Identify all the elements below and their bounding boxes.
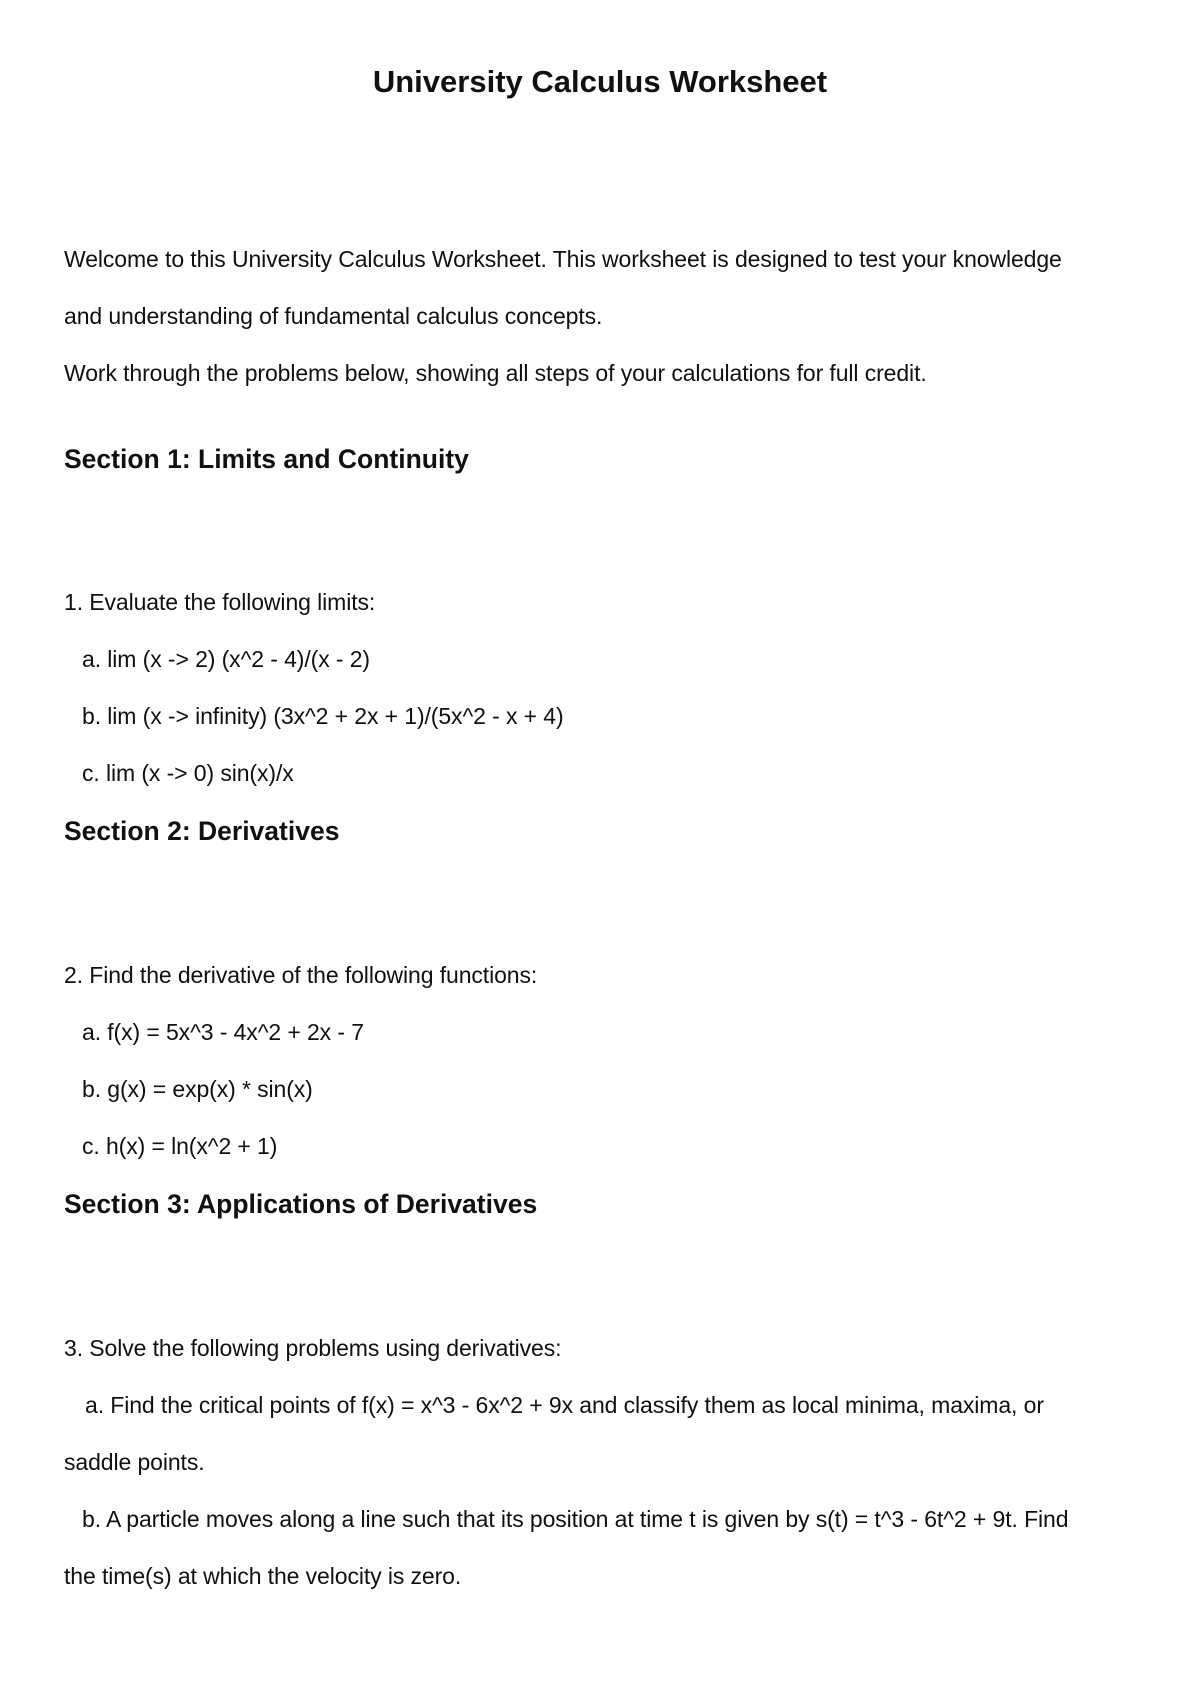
problem-3b-line-2: the time(s) at which the velocity is zero. <box>64 1563 462 1589</box>
page-title: University Calculus Worksheet <box>372 64 828 99</box>
problem-3b-line-1: b. A particle moves along a line such that its position at time t is given by s(t) = t^3 - 6t^2 + 9t. Find <box>82 1506 1069 1532</box>
problem-2a: a. f(x) = 5x^3 - 4x^2 + 2x - 7 <box>82 1019 364 1045</box>
problem-3a-line-2: saddle points. <box>64 1449 205 1475</box>
problem-2-prompt: 2. Find the derivative of the following functions: <box>64 962 538 988</box>
problem-2b: b. g(x) = exp(x) * sin(x) <box>82 1076 313 1102</box>
intro-line-1: Welcome to this University Calculus Worksheet. This worksheet is designed to test your knowledge <box>64 246 1062 272</box>
problem-1c: c. lim (x -> 0) sin(x)/x <box>82 760 294 786</box>
problem-1-prompt: 1. Evaluate the following limits: <box>64 589 376 615</box>
intro-line-3: Work through the problems below, showing all steps of your calculations for full credit. <box>64 360 927 386</box>
problem-1a: a. lim (x -> 2) (x^2 - 4)/(x - 2) <box>82 646 370 672</box>
problem-1b: b. lim (x -> infinity) (3x^2 + 2x + 1)/(5x^2 - x + 4) <box>82 703 564 729</box>
section-3-heading: Section 3: Applications of Derivatives <box>64 1189 538 1219</box>
problem-2c: c. h(x) = ln(x^2 + 1) <box>82 1133 278 1159</box>
section-2-heading: Section 2: Derivatives <box>64 816 340 846</box>
intro-line-2: and understanding of fundamental calculus concepts. <box>64 303 603 329</box>
problem-3a-line-1: a. Find the critical points of f(x) = x^3 - 6x^2 + 9x and classify them as local minima, maxima, or <box>85 1392 1044 1418</box>
problem-3-prompt: 3. Solve the following problems using derivatives: <box>64 1335 562 1361</box>
section-1-heading: Section 1: Limits and Continuity <box>64 444 469 474</box>
